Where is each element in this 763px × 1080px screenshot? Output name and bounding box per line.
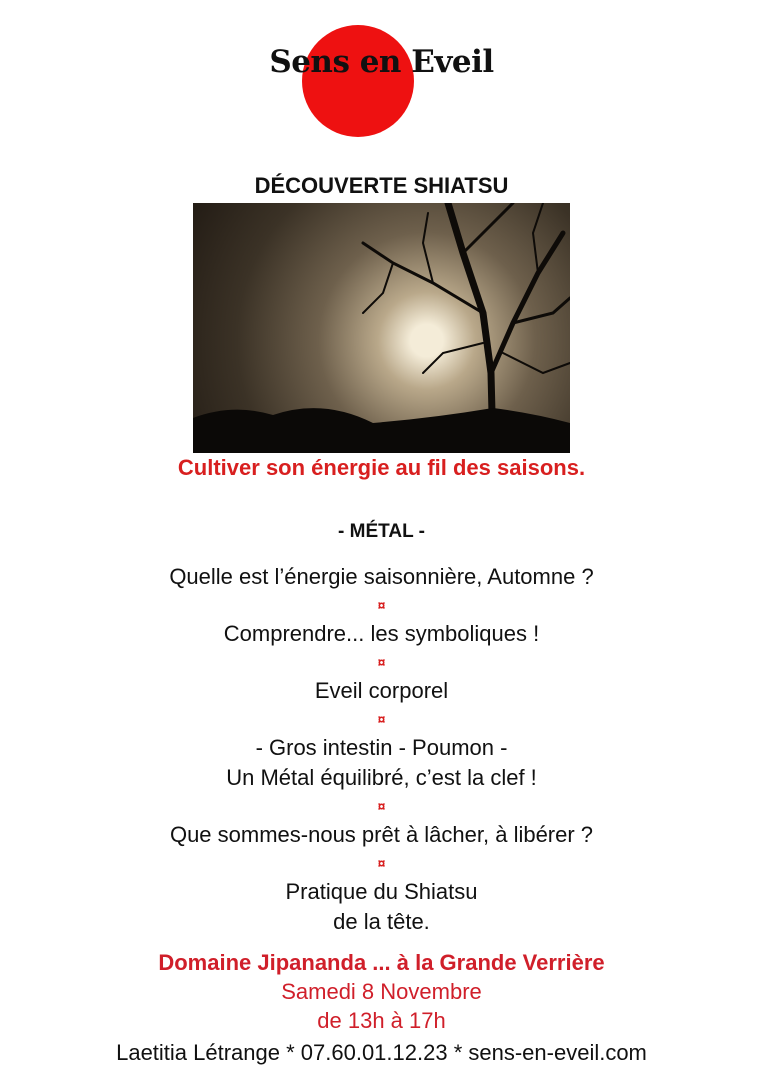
- element-heading: - MÉTAL -: [338, 521, 425, 542]
- separator-icon: ¤: [377, 798, 386, 814]
- line-practice: Pratique du Shiatsu: [285, 879, 478, 904]
- line-symbols: Comprendre... les symboliques !: [223, 621, 540, 646]
- line-balanced-metal: Un Métal équilibré, c’est la clef !: [226, 765, 537, 790]
- line-letting-go: Que sommes-nous prêt à lâcher, à libérer ?: [169, 822, 594, 847]
- event-time: de 13h à 17h: [317, 1008, 446, 1033]
- line-head: de la tête.: [333, 909, 430, 934]
- line-question-energy: Quelle est l’énergie saisonnière, Automne ?: [169, 564, 594, 589]
- page-title: DÉCOUVERTE SHIATSU: [254, 173, 509, 198]
- line-body-awakening: Eveil corporel: [314, 678, 449, 703]
- event-date: Samedi 8 Novembre: [281, 979, 482, 1004]
- contact-line: Laetitia Létrange * 07.60.01.12.23 * sens-en-eveil.com: [116, 1040, 647, 1065]
- subtitle: Cultiver son énergie au fil des saisons.: [177, 455, 586, 480]
- separator-icon: ¤: [377, 711, 386, 727]
- line-organs: - Gros intestin - Poumon -: [255, 735, 508, 760]
- night-sky-tree-photo: [193, 203, 570, 453]
- separator-icon: ¤: [377, 597, 386, 613]
- separator-icon: ¤: [377, 654, 386, 670]
- venue: Domaine Jipananda ... à la Grande Verrière: [158, 950, 605, 975]
- logo-red-circle: [302, 25, 414, 137]
- separator-icon: ¤: [377, 855, 386, 871]
- brand-logo-text: Sens en Eveil: [269, 44, 494, 80]
